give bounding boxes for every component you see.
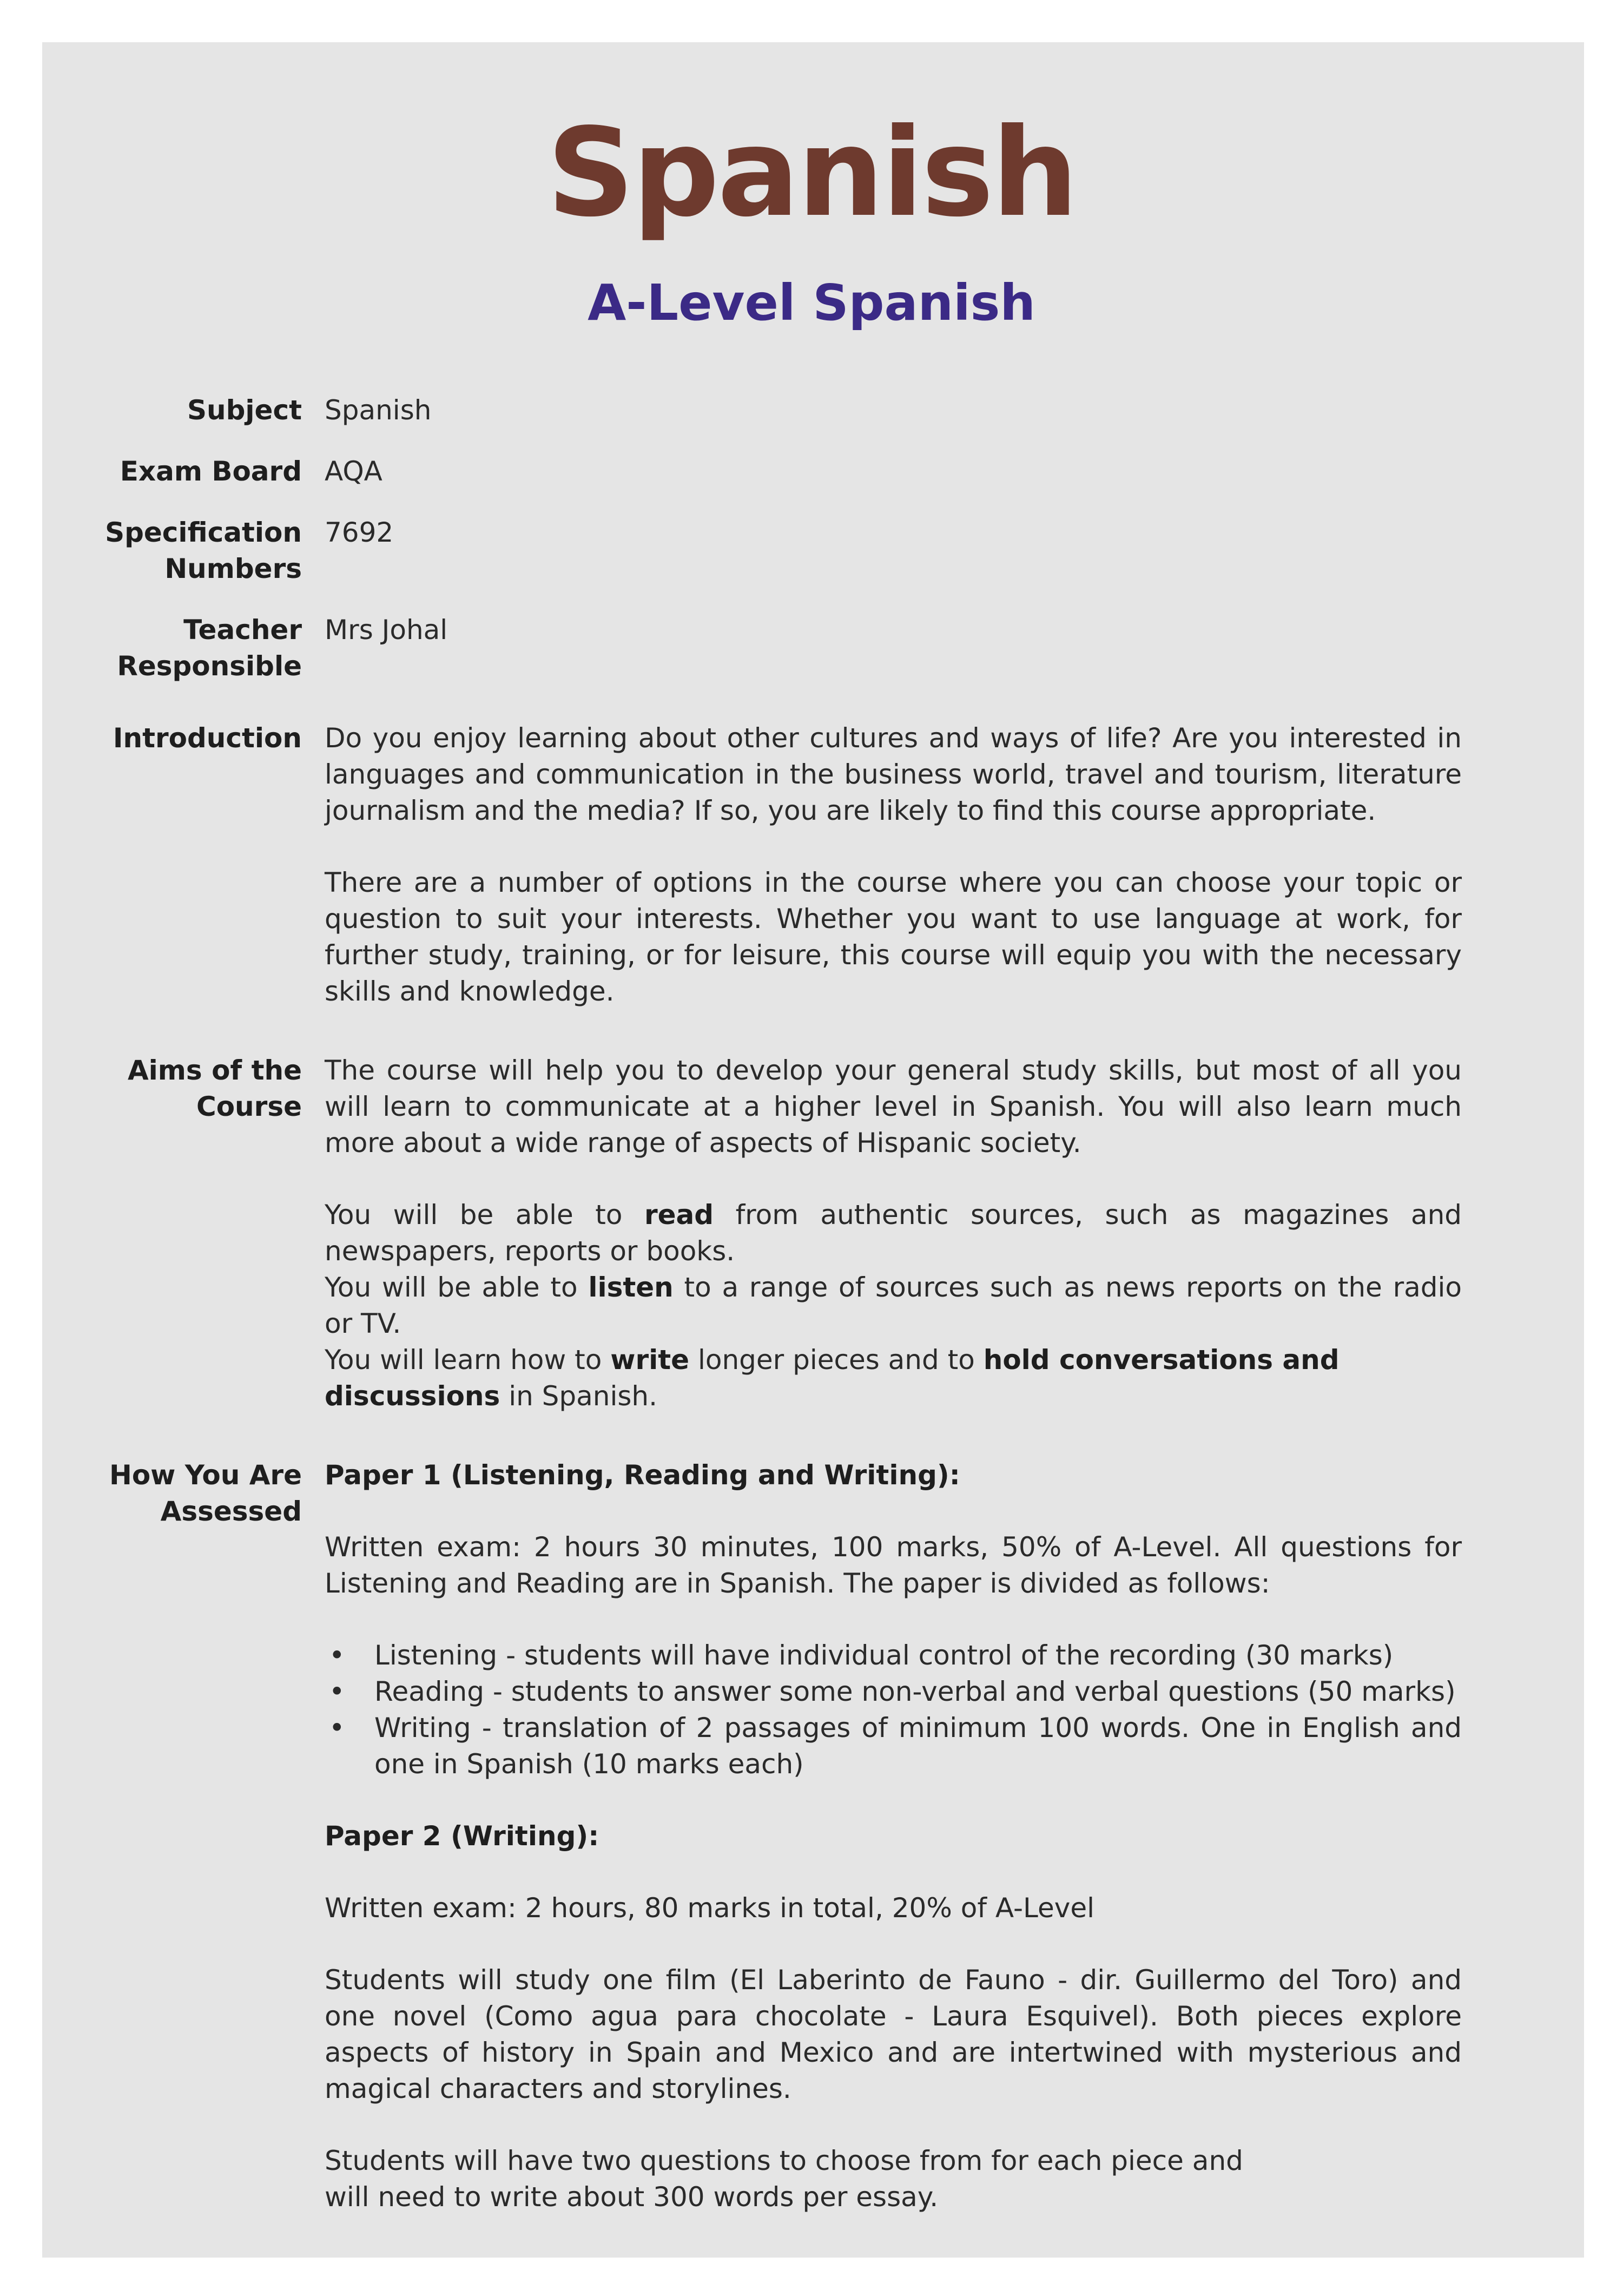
aims-write-sentence [325,1342,1462,1415]
introduction-paragraph: There are a number of options in the course where you can choose your topic or question to suit your interests. Whether you want to use language at work, for further study, training, or for leisure, this course will equip you with the necessary skills and knowledge. [325,867,1462,1007]
aims-write-mid: longer pieces and to [689,1344,984,1376]
assessment-label [0,1457,325,1530]
paper1-bullet-list [325,1637,1462,1782]
aims-read-post: from authentic sources, such as magazines and newspapers, reports or books. [325,1199,1462,1267]
teacher-label-line1: Teacher [183,614,302,646]
aims-read-emphasis: read [644,1199,714,1231]
teacher-label [0,612,325,685]
aims-label-line1: Aims of the [127,1055,302,1086]
paper2-study-text: Students will study one film (El Laberinto de Fauno - dir. Guillermo del Toro) and one novel (Como agua para chocolate - Laura Esquivel). Both pieces explore aspects of history in Spain and Mexico and are intertwined with mysterious and magical characters and storylines. [325,1964,1462,2104]
aims-write-pre: You will learn how to [325,1344,611,1376]
exam-board-label: Exam Board [120,456,302,487]
introduction-row [0,720,1623,1010]
aims-read-pre: You will be able to [325,1199,644,1231]
assessment-row [0,1457,1623,2215]
aims-listen-emphasis: listen [588,1272,674,1303]
assessment-label-line2: Assessed [160,1496,302,1527]
subject-label: Subject [187,394,302,426]
paper2-questions-line1: Students will have two questions to choose from for each piece and [325,2145,1243,2176]
teacher-row [0,612,1623,685]
aims-listen-pre: You will be able to [325,1272,589,1303]
specification-row [0,515,1623,587]
course-details [0,392,1623,2215]
teacher-label-line2: Responsible [117,650,302,682]
aims-label-line2: Course [196,1091,302,1122]
paper1-heading: Paper 1 (Listening, Reading and Writing): [325,1459,960,1491]
introduction-text [325,720,1462,1010]
introduction-paragraph: Do you enjoy learning about other cultures and ways of life? Are you interested in languages and communication in the business world, travel and tourism, literature journalism and the media? If so, you are likely to find this course appropriate. [325,722,1462,826]
specification-label [0,515,325,587]
aims-write-post: in Spanish. [500,1380,657,1412]
aims-listen-sentence [325,1269,1462,1342]
exam-board-row [0,453,1623,490]
paper2-heading: Paper 2 (Writing): [325,1820,599,1852]
aims-read-sentence [325,1197,1462,1269]
aims-text [325,1052,1462,1415]
page-subtitle: A-Level Spanish [588,274,1035,332]
list-item: • Listening - students will have individual control of the recording (30 marks) [325,1637,1462,1674]
paper2-questions-line2: will need to write about 300 words per essay. [325,2181,939,2213]
introduction-label: Introduction [113,722,302,754]
assessment-label-line1: How You Are [109,1459,302,1491]
list-item: • Reading - students to answer some non-verbal and verbal questions (50 marks) [325,1674,1462,1710]
aims-label [0,1052,325,1125]
exam-board-value: AQA [325,456,382,487]
assessment-text [325,1457,1462,2215]
teacher-value: Mrs Johal [325,614,448,646]
specification-label-line2: Numbers [164,553,302,584]
subject-value: Spanish [325,394,432,426]
aims-row [0,1052,1623,1415]
paper2-description: Written exam: 2 hours, 80 marks in total, 20% of A-Level [325,1892,1094,1924]
aims-write-emphasis: write [610,1344,690,1376]
aims-paragraph: The course will help you to develop your general study skills, but most of all you will learn to communicate at a higher level in Spanish. You will also learn much more about a wide range of aspects of Hispanic society. [325,1055,1462,1159]
aims-listen-post: to a range of sources such as news reports on the radio or TV. [325,1272,1462,1339]
specification-label-line1: Specification [105,517,302,548]
list-item: • Writing - translation of 2 passages of minimum 100 words. One in English and one in Spanish (10 marks each) [325,1710,1462,1782]
subject-row [0,392,1623,429]
paper2-questions-text [325,2143,1462,2215]
specification-value: 7692 [325,517,394,548]
paper1-description: Written exam: 2 hours 30 minutes, 100 marks, 50% of A-Level. All questions for Listening and Reading are in Spanish. The paper is divided as follows: [325,1531,1462,1599]
page-title: Spanish [546,102,1077,244]
aims-hold-emphasis: hold conversations and discussions [325,1344,1340,1412]
